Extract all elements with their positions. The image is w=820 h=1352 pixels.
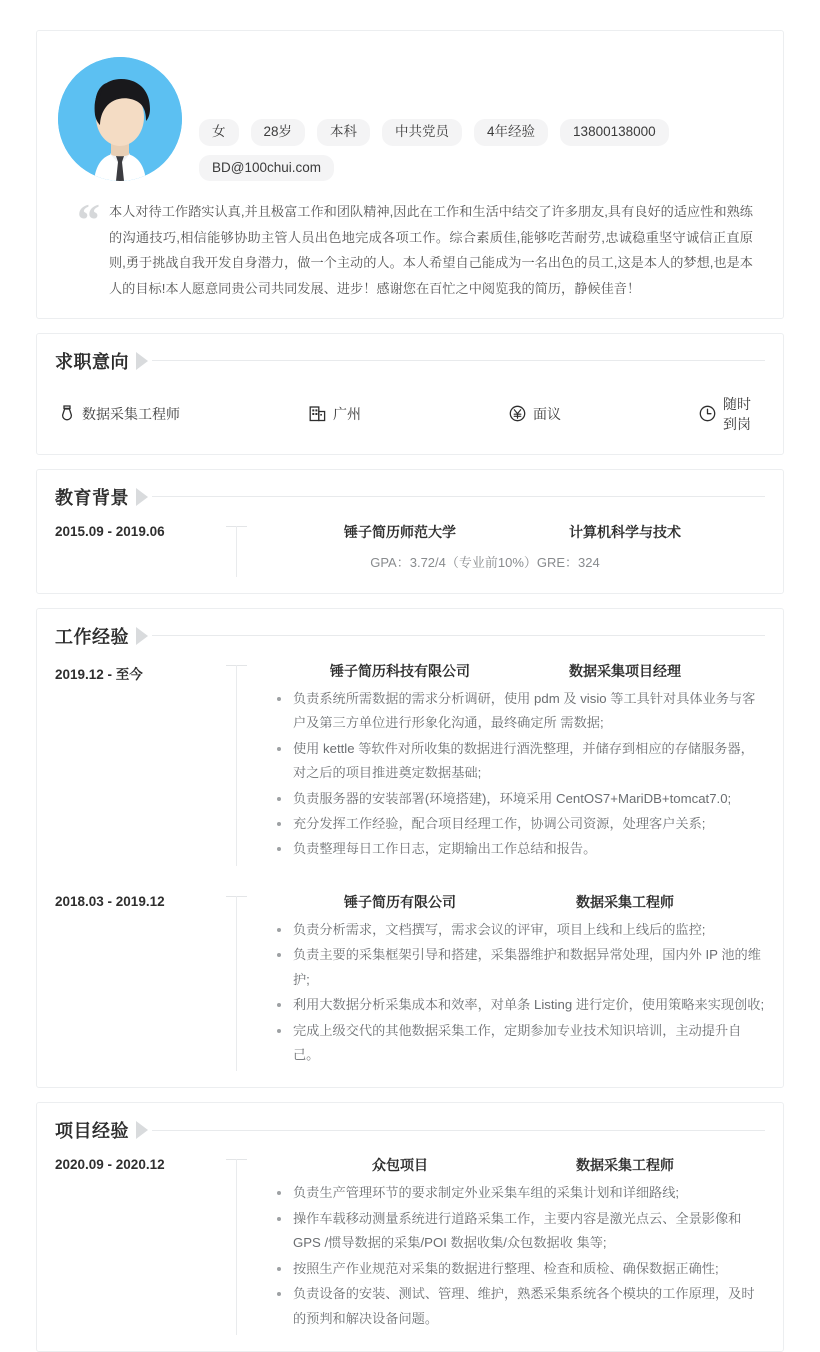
work-bullets <box>275 918 765 1068</box>
intent-city-label: 广州 <box>333 405 361 422</box>
yen-circle-icon <box>509 405 526 422</box>
timeline-divider <box>215 518 257 577</box>
list-item: 负责设备的安装、测试、管理、维护，熟悉采集系统各个模块的工作原理，及时的预判和解决设备问题。 <box>275 1282 765 1331</box>
tag-age: 28岁 <box>251 119 306 146</box>
list-item: 充分发挥工作经验，配合项目经理工作，协调公司资源，处理客户关系; <box>275 812 765 836</box>
section-header-project <box>55 1117 765 1143</box>
work-role: 数据采集项目经理 <box>569 662 681 679</box>
tag-row-1 <box>199 119 765 146</box>
avatar <box>58 57 182 181</box>
list-item: 操作车载移动测量系统进行道路采集工作，主要内容是激光点云、全景影像和 GPS /惯导数据的采集/POI 数据收集/众包数据收 集等; <box>275 1207 765 1256</box>
tag-political-status: 中共党员 <box>382 119 462 146</box>
section-title: 工作经验 <box>55 626 129 647</box>
profile-tags <box>185 53 765 181</box>
education-detail: GPA：3.72/4（专业前10%）GRE：324 <box>370 554 600 570</box>
timeline-line <box>236 665 237 866</box>
list-item: 负责生产管理环节的要求制定外业采集车组的采集计划和详细路线; <box>275 1181 765 1205</box>
intent-position <box>59 404 309 424</box>
tag-row-2 <box>199 155 765 182</box>
project-experience-card <box>36 1102 784 1352</box>
section-divider <box>152 635 765 636</box>
work-entry <box>55 888 765 1072</box>
education-body <box>257 518 765 577</box>
section-divider <box>152 360 765 361</box>
work-role: 数据采集工程师 <box>576 893 674 910</box>
timeline-line <box>236 896 237 1072</box>
timeline-divider <box>215 657 257 866</box>
summary-block <box>55 194 765 302</box>
tie-icon <box>59 405 75 423</box>
tag-experience: 4年经验 <box>474 119 548 146</box>
tag-gender: 女 <box>199 119 239 146</box>
avatar-container <box>55 53 185 181</box>
section-title: 教育背景 <box>55 487 129 508</box>
work-titles <box>275 888 765 912</box>
intent-salary-label: 面议 <box>533 405 561 422</box>
project-date: 2020.09 - 2020.12 <box>55 1157 165 1173</box>
section-title: 求职意向 <box>55 351 129 372</box>
project-name: 众包项目 <box>372 1157 428 1174</box>
list-item: 使用 kettle 等软件对所收集的数据进行酒洗整理，并储存到相应的存储服务器，对之后的项目推进奠定数据基础; <box>275 737 765 786</box>
profile-row <box>55 53 765 181</box>
education-titles <box>275 518 765 542</box>
education-major: 计算机科学与技术 <box>569 523 681 540</box>
list-item: 按照生产作业规范对采集的数据进行整理、检查和质检、确保数据正确性; <box>275 1257 765 1281</box>
timeline-divider <box>215 888 257 1072</box>
work-date: 2018.03 - 2019.12 <box>55 893 165 909</box>
timeline-line <box>236 1159 237 1335</box>
work-entry <box>55 657 765 866</box>
work-date: 2019.12 - 至今 <box>55 666 143 682</box>
work-experience-card <box>36 608 784 1088</box>
section-title: 项目经验 <box>55 1121 129 1142</box>
section-divider <box>152 496 765 497</box>
clock-icon <box>699 405 716 422</box>
intent-salary <box>509 404 699 424</box>
list-item: 负责系统所需数据的需求分析调研，使用 pdm 及 visio 等工具针对具体业务与客户及第三方单位进行形象化沟通，最终确定所 需数据; <box>275 687 765 736</box>
section-header-work <box>55 623 765 649</box>
section-header-education <box>55 484 765 510</box>
education-date: 2015.09 - 2019.06 <box>55 523 165 539</box>
intent-position-label: 数据采集工程师 <box>82 405 180 422</box>
timeline-line <box>236 526 237 577</box>
tag-email: BD@100chui.com <box>199 155 334 182</box>
timeline-divider <box>215 1151 257 1335</box>
list-item: 负责整理每日工作日志，定期输出工作总结和报告。 <box>275 837 765 861</box>
section-divider <box>152 1130 765 1131</box>
chevron-right-icon <box>136 352 148 370</box>
education-entry <box>55 518 765 577</box>
intent-city <box>309 404 509 424</box>
section-header-job-intention <box>55 348 765 374</box>
building-icon <box>309 405 326 422</box>
work-bullets <box>275 687 765 862</box>
project-titles <box>275 1151 765 1175</box>
education-school: 锤子简历师范大学 <box>344 523 456 540</box>
chevron-right-icon <box>136 627 148 645</box>
list-item: 负责主要的采集框架引导和搭建，采集器维护和数据异常处理，国内外 IP 池的维护; <box>275 943 765 992</box>
work-body <box>257 657 765 866</box>
tag-phone: 13800138000 <box>560 119 669 146</box>
profile-card <box>36 30 784 319</box>
quote-mark-icon: “ <box>77 194 100 245</box>
intent-availability-label: 随时到岗 <box>723 395 751 432</box>
project-role: 数据采集工程师 <box>576 1157 674 1174</box>
list-item: 负责分析需求，文档撰写，需求会议的评审，项目上线和上线后的监控; <box>275 918 765 942</box>
summary-text: 本人对待工作踏实认真,并且极富工作和团队精神,因此在工作和生活中结交了许多朋友,具有良好的适应性和熟练的沟通技巧,相信能够协助主管人员出色地完成各项工作。综合素质佳,能够吃苦耐劳,忠诚稳重坚守诚信正直原则,勇于挑战自我开发自身潜力，做一个主动的人。本人希望自己能成为一名出色的员工,这是本人的梦想,也是本人的目标!本人愿意同贵公司共同发展、进步！感谢您在百忙之中阅览我的简历，静候佳音！ <box>109 204 753 297</box>
education-card <box>36 469 784 594</box>
chevron-right-icon <box>136 488 148 506</box>
work-titles <box>275 657 765 681</box>
project-entry <box>55 1151 765 1335</box>
avatar-illustration-icon <box>58 57 182 181</box>
list-item: 利用大数据分析采集成本和效率，对单条 Listing 进行定价，使用策略来实现创收; <box>275 993 765 1017</box>
project-bullets <box>275 1181 765 1331</box>
job-intention-card <box>36 333 784 455</box>
work-company: 锤子简历有限公司 <box>344 893 456 910</box>
intent-availability <box>699 394 761 434</box>
work-company: 锤子简历科技有限公司 <box>330 662 470 679</box>
job-intention-row <box>55 382 765 438</box>
list-item: 负责服务器的安装部署(环境搭建)，环境采用 CentOS7+MariDB+tomcat7.0; <box>275 787 765 811</box>
project-body <box>257 1151 765 1335</box>
list-item: 完成上级交代的其他数据采集工作，定期参加专业技术知识培训，主动提升自己。 <box>275 1019 765 1068</box>
tag-degree: 本科 <box>317 119 370 146</box>
chevron-right-icon <box>136 1121 148 1139</box>
work-body <box>257 888 765 1072</box>
